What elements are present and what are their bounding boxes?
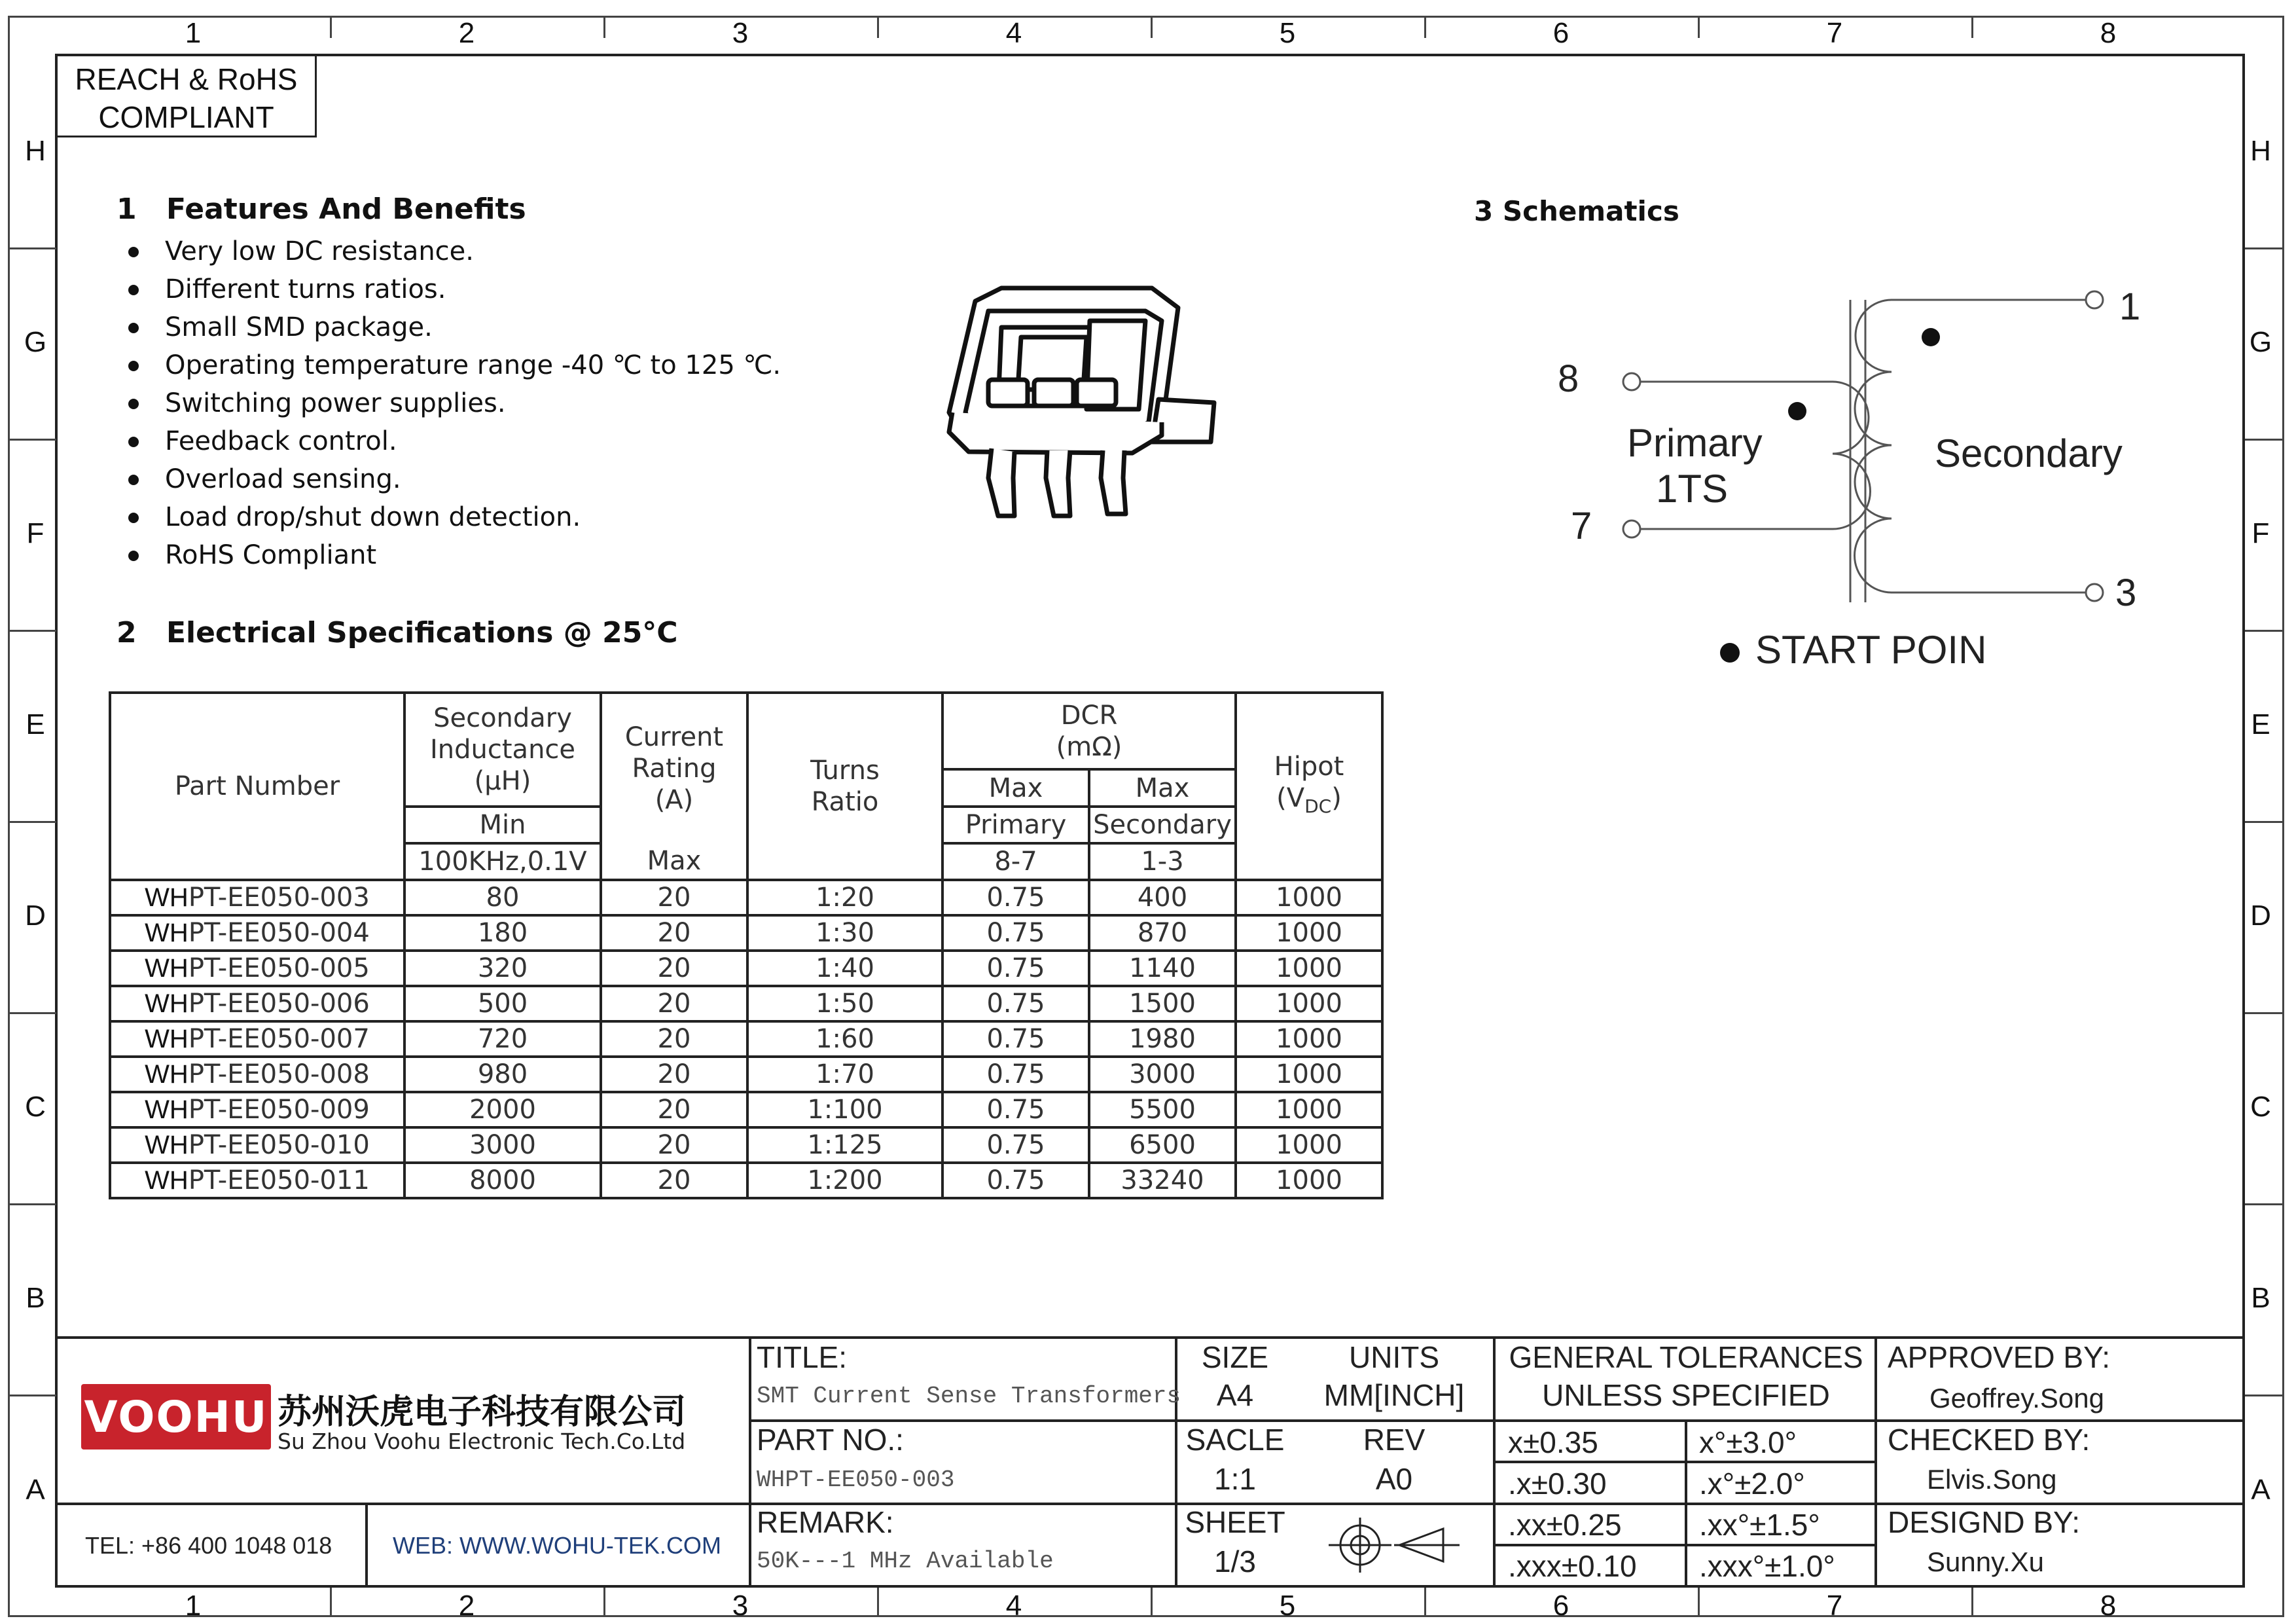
projection-symbol bbox=[1329, 1518, 1460, 1573]
rev-label: REV bbox=[1363, 1423, 1426, 1457]
pin-3-label: 3 bbox=[2115, 572, 2137, 614]
compliance-line-1: REACH & RoHS bbox=[75, 62, 298, 96]
cell-dcr-primary: 0.75 bbox=[942, 915, 1089, 951]
zone-column-label: 1 bbox=[185, 1590, 202, 1622]
part-suffix: PT-EE050-011 bbox=[188, 1165, 370, 1195]
cell-hipot: 1000 bbox=[1236, 1127, 1382, 1163]
part-suffix: PT-EE050-007 bbox=[188, 1024, 370, 1054]
part-prefix: WH bbox=[145, 1060, 188, 1089]
tolerance-angular: .x°±2.0° bbox=[1699, 1467, 1805, 1501]
pin-1-label: 1 bbox=[2119, 285, 2141, 328]
header-dcr-secondary: Secondary bbox=[1089, 807, 1236, 843]
primary-turns-label: 1TS bbox=[1656, 467, 1729, 511]
features-number: 1 bbox=[117, 192, 137, 226]
primary-label: Primary bbox=[1627, 421, 1763, 465]
remark-value: 50K---1 MHz Available bbox=[757, 1548, 1054, 1575]
zone-row-label: E bbox=[2251, 708, 2270, 740]
tolerance-linear: .xxx±0.10 bbox=[1508, 1549, 1637, 1583]
cell-dcr-secondary: 1140 bbox=[1089, 951, 1236, 986]
part-value: WHPT-EE050-003 bbox=[757, 1467, 955, 1493]
designed-label: DESIGND BY: bbox=[1888, 1505, 2080, 1539]
cell-inductance: 2000 bbox=[404, 1092, 601, 1127]
header-dcr-l1: DCR bbox=[1060, 700, 1118, 731]
zone-row-label: A bbox=[26, 1473, 45, 1506]
zone-row-label: F bbox=[2251, 517, 2270, 549]
header-dcr-primary: Primary bbox=[942, 807, 1089, 843]
company-web: WEB: WWW.WOHU-TEK.COM bbox=[393, 1532, 721, 1559]
zone-row-label: A bbox=[2251, 1473, 2270, 1506]
tolerance-linear: x±0.35 bbox=[1508, 1425, 1598, 1459]
cell-dcr-primary: 0.75 bbox=[942, 1092, 1089, 1127]
tolerance-linear: .x±0.30 bbox=[1508, 1467, 1607, 1501]
cell-dcr-secondary: 5500 bbox=[1089, 1092, 1236, 1127]
zone-column-label: 2 bbox=[458, 1590, 475, 1622]
part-prefix: WH bbox=[145, 883, 188, 912]
part-prefix: WH bbox=[145, 1025, 188, 1053]
zone-column-label: 5 bbox=[1279, 1590, 1296, 1622]
cell-dcr-secondary: 33240 bbox=[1089, 1163, 1236, 1198]
feature-item: Load drop/shut down detection. bbox=[128, 498, 781, 536]
header-primary-pins: 8-7 bbox=[942, 843, 1089, 880]
pin-8-label: 8 bbox=[1558, 357, 1579, 400]
sheet-value: 1/3 bbox=[1214, 1544, 1256, 1578]
designed-value: Sunny.Xu bbox=[1927, 1546, 2045, 1577]
tolerances-title-2: UNLESS SPECIFIED bbox=[1542, 1378, 1830, 1412]
header-current-max: Max bbox=[601, 843, 747, 880]
part-suffix: PT-EE050-009 bbox=[188, 1095, 370, 1125]
zone-row-label: G bbox=[2249, 326, 2272, 358]
feature-item: Operating temperature range -40 ℃ to 125 ℃. bbox=[128, 346, 781, 384]
cell-current: 20 bbox=[601, 880, 747, 915]
zone-row-label: H bbox=[25, 135, 46, 167]
title-label: TITLE: bbox=[757, 1340, 848, 1374]
sheet-label: SHEET bbox=[1185, 1505, 1285, 1539]
cell-dcr-secondary: 870 bbox=[1089, 915, 1236, 951]
tolerance-angular: .xx°±1.5° bbox=[1699, 1508, 1820, 1542]
header-dcr-l2: (mΩ) bbox=[1056, 731, 1122, 762]
approved-label: APPROVED BY: bbox=[1888, 1340, 2111, 1374]
part-prefix: WH bbox=[145, 1095, 188, 1124]
cell-inductance: 500 bbox=[404, 986, 601, 1021]
title-value: SMT Current Sense Transformers bbox=[757, 1383, 1181, 1410]
specs-number: 2 bbox=[117, 616, 137, 649]
zone-column-label: 3 bbox=[732, 1590, 749, 1622]
cell-current: 20 bbox=[601, 1127, 747, 1163]
cell-dcr-primary: 0.75 bbox=[942, 1163, 1089, 1198]
size-label: SIZE bbox=[1201, 1340, 1269, 1374]
cell-dcr-primary: 0.75 bbox=[942, 951, 1089, 986]
company-tel: TEL: +86 400 1048 018 bbox=[85, 1532, 332, 1559]
cell-dcr-primary: 0.75 bbox=[942, 880, 1089, 915]
rev-value: A0 bbox=[1375, 1462, 1413, 1496]
cell-dcr-secondary: 6500 bbox=[1089, 1127, 1236, 1163]
part-prefix: WH bbox=[145, 919, 188, 947]
cell-dcr-primary: 0.75 bbox=[942, 1127, 1089, 1163]
part-suffix: PT-EE050-006 bbox=[188, 989, 370, 1019]
cell-turns-ratio: 1:50 bbox=[747, 986, 942, 1021]
cell-hipot: 1000 bbox=[1236, 1021, 1382, 1057]
cell-dcr-primary: 0.75 bbox=[942, 1021, 1089, 1057]
cell-turns-ratio: 1:100 bbox=[747, 1092, 942, 1127]
cell-hipot: 1000 bbox=[1236, 951, 1382, 986]
checked-label: CHECKED BY: bbox=[1888, 1423, 2090, 1457]
tolerance-angular: .xxx°±1.0° bbox=[1699, 1549, 1835, 1583]
zone-row-label: F bbox=[26, 517, 45, 549]
cell-hipot: 1000 bbox=[1236, 1092, 1382, 1127]
zone-row-label: C bbox=[25, 1091, 46, 1123]
hipot-unit-close: ) bbox=[1331, 782, 1342, 813]
feature-item: Feedback control. bbox=[128, 422, 781, 460]
cell-current: 20 bbox=[601, 986, 747, 1021]
cell-turns-ratio: 1:200 bbox=[747, 1163, 942, 1198]
header-turns-l2: Ratio bbox=[811, 787, 879, 817]
cell-dcr-primary: 0.75 bbox=[942, 1057, 1089, 1092]
cell-hipot: 1000 bbox=[1236, 880, 1382, 915]
cell-current: 20 bbox=[601, 1163, 747, 1198]
hipot-unit-v: (V bbox=[1276, 782, 1305, 813]
zone-column-label: 6 bbox=[1552, 1590, 1570, 1622]
part-prefix: WH bbox=[145, 954, 188, 983]
zone-column-label: 8 bbox=[2100, 17, 2117, 49]
header-inductance-l2: Inductance bbox=[429, 735, 576, 765]
scale-value: 1:1 bbox=[1214, 1462, 1256, 1496]
cell-inductance: 180 bbox=[404, 915, 601, 951]
zone-column-label: 5 bbox=[1279, 17, 1296, 49]
scale-label: SACLE bbox=[1185, 1423, 1285, 1457]
zone-column-label: 7 bbox=[1826, 1590, 1843, 1622]
tolerance-linear: .xx±0.25 bbox=[1508, 1508, 1622, 1542]
cell-turns-ratio: 1:40 bbox=[747, 951, 942, 986]
feature-item: Different turns ratios. bbox=[128, 270, 781, 308]
header-current-l2: Rating bbox=[632, 754, 717, 784]
cell-hipot: 1000 bbox=[1236, 915, 1382, 951]
cell-hipot: 1000 bbox=[1236, 1163, 1382, 1198]
header-current-l1: Current bbox=[624, 722, 724, 752]
zone-row-label: C bbox=[2250, 1091, 2271, 1123]
cell-inductance: 3000 bbox=[404, 1127, 601, 1163]
zone-column-label: 2 bbox=[458, 17, 475, 49]
cell-current: 20 bbox=[601, 915, 747, 951]
zone-row-label: B bbox=[26, 1282, 45, 1314]
header-inductance-min: Min bbox=[404, 807, 601, 843]
cell-inductance: 720 bbox=[404, 1021, 601, 1057]
cell-turns-ratio: 1:30 bbox=[747, 915, 942, 951]
header-hipot-l1: Hipot bbox=[1274, 751, 1344, 782]
part-label: PART NO.: bbox=[757, 1423, 904, 1457]
tolerance-angular: x°±3.0° bbox=[1699, 1425, 1797, 1459]
feature-item: Small SMD package. bbox=[128, 308, 781, 346]
header-turns-l1: Turns bbox=[810, 756, 880, 786]
checked-value: Elvis.Song bbox=[1927, 1464, 2057, 1495]
cell-inductance: 980 bbox=[404, 1057, 601, 1092]
cell-current: 20 bbox=[601, 951, 747, 986]
zone-column-label: 3 bbox=[732, 17, 749, 49]
part-suffix: PT-EE050-004 bbox=[188, 918, 370, 948]
cell-dcr-secondary: 1500 bbox=[1089, 986, 1236, 1021]
units-value: MM[INCH] bbox=[1323, 1378, 1465, 1412]
zone-row-label: E bbox=[26, 708, 45, 740]
feature-item: Switching power supplies. bbox=[128, 384, 781, 422]
company-name-en: Su Zhou Voohu Electronic Tech.Co.Ltd bbox=[278, 1429, 686, 1454]
cell-turns-ratio: 1:60 bbox=[747, 1021, 942, 1057]
cell-current: 20 bbox=[601, 1021, 747, 1057]
company-logo bbox=[81, 1384, 271, 1450]
header-dcr-max-primary: Max bbox=[942, 769, 1089, 807]
start-point-text: START POIN bbox=[1755, 628, 1987, 672]
part-suffix: PT-EE050-010 bbox=[188, 1130, 370, 1160]
header-inductance-l3: (μH) bbox=[474, 766, 531, 796]
header-inductance-condition: 100KHz,0.1V bbox=[404, 843, 601, 880]
feature-item: Overload sensing. bbox=[128, 460, 781, 498]
zone-column-label: 4 bbox=[1005, 17, 1022, 49]
zone-row-label: B bbox=[2251, 1282, 2270, 1314]
hipot-unit-sub: DC bbox=[1304, 795, 1332, 817]
zone-row-label: H bbox=[2250, 135, 2271, 167]
schematic-heading: 3 Schematics bbox=[1474, 195, 1679, 227]
size-value: A4 bbox=[1216, 1378, 1254, 1412]
features-title: Features And Benefits bbox=[166, 192, 526, 226]
cell-turns-ratio: 1:20 bbox=[747, 880, 942, 915]
specs-title: Electrical Specifications @ 25°C bbox=[166, 616, 678, 649]
cell-inductance: 80 bbox=[404, 880, 601, 915]
part-prefix: WH bbox=[145, 1131, 188, 1159]
header-secondary-pins: 1-3 bbox=[1089, 843, 1236, 880]
cell-inductance: 320 bbox=[404, 951, 601, 986]
approved-value: Geoffrey.Song bbox=[1929, 1383, 2104, 1413]
zone-row-label: G bbox=[24, 326, 47, 358]
header-current-l3: (A) bbox=[655, 785, 694, 815]
feature-item: RoHS Compliant bbox=[128, 536, 781, 574]
zone-column-label: 1 bbox=[185, 17, 202, 49]
cell-dcr-primary: 0.75 bbox=[942, 986, 1089, 1021]
pin-7-label: 7 bbox=[1571, 505, 1592, 547]
cell-dcr-secondary: 3000 bbox=[1089, 1057, 1236, 1092]
zone-column-label: 8 bbox=[2100, 1590, 2117, 1622]
zone-column-label: 7 bbox=[1826, 17, 1843, 49]
cell-hipot: 1000 bbox=[1236, 986, 1382, 1021]
cell-current: 20 bbox=[601, 1092, 747, 1127]
cell-turns-ratio: 1:125 bbox=[747, 1127, 942, 1163]
feature-item: Very low DC resistance. bbox=[128, 232, 781, 270]
header-dcr-max-secondary: Max bbox=[1089, 769, 1236, 807]
cell-dcr-secondary: 400 bbox=[1089, 880, 1236, 915]
part-prefix: WH bbox=[145, 989, 188, 1018]
compliance-line-2: COMPLIANT bbox=[98, 100, 274, 134]
zone-row-label: D bbox=[2250, 900, 2271, 932]
zone-row-label: D bbox=[25, 900, 46, 932]
part-suffix: PT-EE050-005 bbox=[188, 953, 370, 983]
units-label: UNITS bbox=[1349, 1340, 1439, 1374]
secondary-label: Secondary bbox=[1935, 431, 2123, 475]
cell-dcr-secondary: 1980 bbox=[1089, 1021, 1236, 1057]
remark-label: REMARK: bbox=[757, 1505, 894, 1539]
header-inductance-l1: Secondary bbox=[433, 703, 572, 733]
part-suffix: PT-EE050-008 bbox=[188, 1059, 370, 1089]
company-logo-text: VOOHU bbox=[84, 1391, 268, 1442]
zone-column-label: 6 bbox=[1552, 17, 1570, 49]
header-part-number: Part Number bbox=[110, 693, 404, 880]
tolerances-title-1: GENERAL TOLERANCES bbox=[1509, 1340, 1863, 1374]
part-prefix: WH bbox=[145, 1166, 188, 1195]
cell-inductance: 8000 bbox=[404, 1163, 601, 1198]
cell-turns-ratio: 1:70 bbox=[747, 1057, 942, 1092]
company-name-cn: 苏州沃虎电子科技有限公司 bbox=[278, 1393, 687, 1432]
cell-current: 20 bbox=[601, 1057, 747, 1092]
cell-hipot: 1000 bbox=[1236, 1057, 1382, 1092]
part-suffix: PT-EE050-003 bbox=[188, 883, 370, 913]
zone-column-label: 4 bbox=[1005, 1590, 1022, 1622]
